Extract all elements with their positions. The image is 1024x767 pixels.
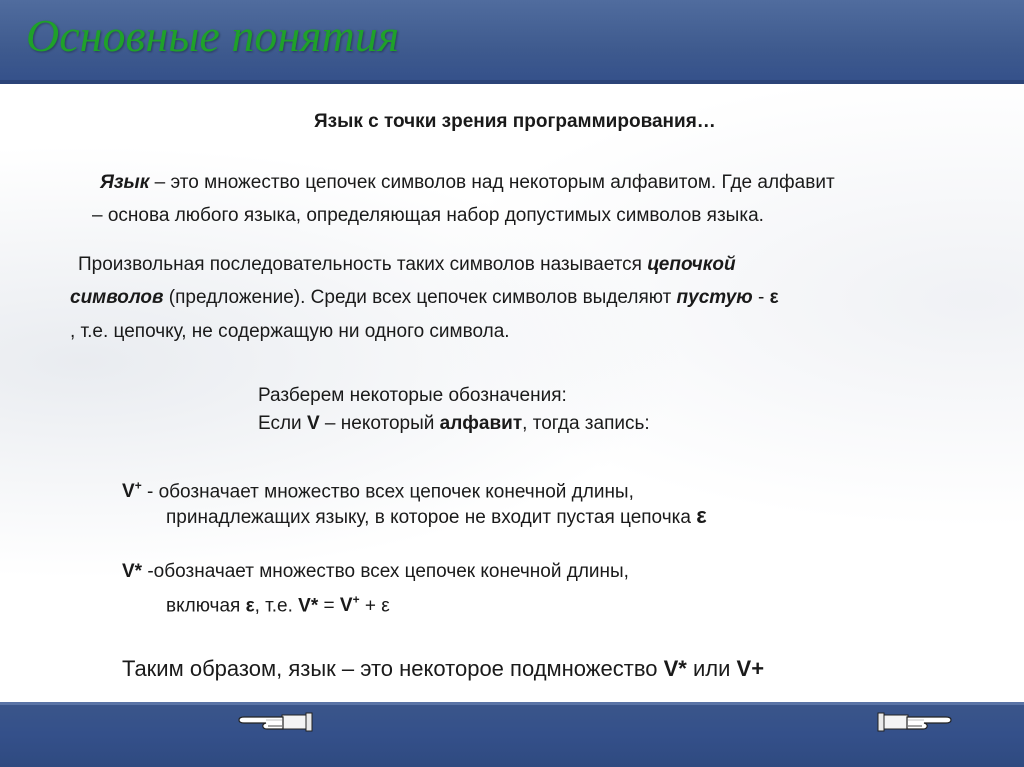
chain-line-3: , т.е. цепочку, не содержащую ни одного символа. bbox=[70, 321, 510, 342]
definition-text-1: – это множество цепочек символов над некоторым алфавитом. Где алфавит bbox=[149, 172, 835, 193]
formula-v-star: V* bbox=[298, 595, 319, 617]
prev-slide-button[interactable] bbox=[236, 707, 316, 737]
term-language: Язык bbox=[100, 172, 150, 193]
epsilon-symbol: ε bbox=[769, 287, 779, 308]
symbol-v: V bbox=[306, 413, 320, 434]
formula-v-plus-sup: + bbox=[352, 593, 360, 607]
formula-plus-epsilon: + ε bbox=[359, 595, 390, 617]
conclusion-v-star: V* bbox=[663, 656, 687, 681]
term-alphabet: алфавит bbox=[439, 413, 523, 434]
symbol-v-star: V* bbox=[122, 561, 143, 582]
notation-if-line bbox=[258, 412, 650, 436]
conclusion-v-plus: V+ bbox=[736, 656, 765, 681]
bottom-footer-band bbox=[0, 702, 1024, 767]
vstar-text-2-mid: , т.е. bbox=[254, 595, 299, 617]
conclusion-or: или bbox=[686, 656, 737, 681]
formula-v: V bbox=[339, 595, 353, 617]
next-slide-button[interactable] bbox=[874, 707, 954, 737]
notation-if-end: , тогда запись: bbox=[522, 413, 650, 434]
notation-intro: Разберем некоторые обозначения: bbox=[258, 385, 567, 406]
symbol-v-plus bbox=[122, 481, 142, 502]
vplus-text-1: - обозначает множество всех цепочек конечной длины, bbox=[141, 481, 634, 503]
formula-equals: = bbox=[318, 595, 340, 617]
conclusion-line bbox=[122, 655, 764, 683]
slide-title: Основные понятия bbox=[26, 10, 400, 61]
conclusion-text: Таким образом, язык – это некоторое подмножество bbox=[122, 656, 664, 681]
term-empty: пустую bbox=[676, 287, 753, 308]
top-header-band bbox=[0, 0, 1024, 84]
chain-line-2 bbox=[70, 286, 779, 310]
notation-if-mid: – некоторый bbox=[319, 413, 440, 434]
definition-line-1 bbox=[100, 171, 835, 195]
formula-v-plus bbox=[340, 595, 360, 616]
vplus-line-2 bbox=[166, 504, 707, 530]
vplus-superscript: + bbox=[134, 479, 142, 493]
vstar-epsilon: ε bbox=[245, 595, 255, 617]
chain-text-2: (предложение). Среди всех цепочек символов выделяют bbox=[163, 287, 677, 308]
vstar-line-2 bbox=[166, 588, 390, 618]
vplus-line-1 bbox=[122, 474, 634, 504]
term-symbols: символов bbox=[70, 287, 164, 308]
chain-text-1: Произвольная последовательность таких символов называется bbox=[78, 254, 648, 275]
pointing-hand-right-icon bbox=[874, 707, 954, 737]
vplus-epsilon: ε bbox=[696, 503, 707, 528]
notation-if-start: Если bbox=[258, 413, 307, 434]
vplus-text-2: принадлежащих языку, в которое не входит пустая цепочка bbox=[166, 507, 697, 528]
vstar-text-1: -обозначает множество всех цепочек конечной длины, bbox=[142, 561, 629, 582]
vstar-text-2-start: включая bbox=[166, 595, 246, 617]
term-chain: цепочкой bbox=[647, 254, 736, 275]
definition-line-2: – основа любого языка, определяющая набор допустимых символов языка. bbox=[92, 205, 764, 226]
vplus-symbol: V bbox=[122, 481, 135, 503]
chain-dash: - bbox=[752, 287, 770, 308]
chain-line-1 bbox=[78, 253, 736, 277]
pointing-hand-left-icon bbox=[236, 707, 316, 737]
slide-subtitle: Язык с точки зрения программирования… bbox=[314, 111, 716, 132]
vstar-line-1 bbox=[122, 560, 629, 584]
